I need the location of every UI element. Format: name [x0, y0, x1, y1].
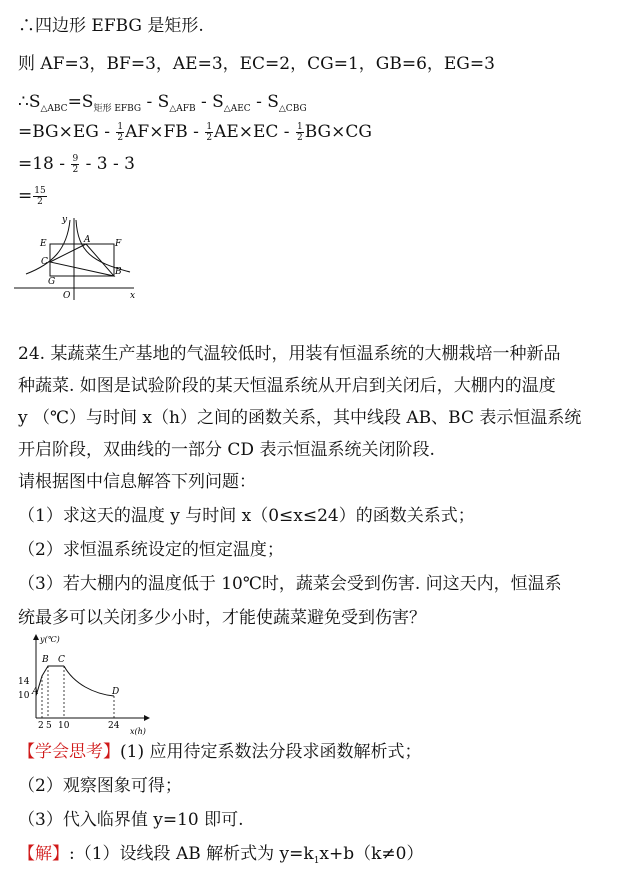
answer-tag: 【解】	[18, 844, 69, 864]
problem-line-9: 统最多可以关闭多少小时，才能使蔬菜避免受到伤害？	[18, 608, 426, 628]
curve-cd	[64, 666, 114, 696]
denominator: 2	[72, 165, 79, 175]
point-a: A	[32, 687, 39, 697]
solution-line-5	[18, 152, 135, 176]
subscript: △AEC	[223, 104, 251, 114]
answer-text: :（1）设线段 AB 解析式为 y=k	[69, 844, 314, 864]
subscript: △AFB	[169, 104, 196, 114]
text: - S	[141, 92, 170, 112]
x-axis-label: x(h)	[130, 727, 146, 736]
fraction	[33, 186, 46, 207]
denominator: 2	[37, 197, 43, 207]
hint-line-1	[18, 740, 421, 764]
problem-line-4: 开启阶段，双曲线的一部分 CD 表示恒温系统关闭阶段.	[18, 440, 435, 460]
fraction	[116, 122, 124, 143]
x-tick-5: 5	[46, 721, 52, 731]
point-d: D	[112, 687, 120, 697]
hint-tag: 【学会思考】	[18, 742, 120, 762]
y-axis-label: y(℃)	[40, 635, 60, 644]
fraction	[71, 154, 79, 175]
denominator: 2	[117, 133, 124, 143]
text: AF×FB -	[125, 122, 205, 142]
hint-text: (1) 应用待定系数法分段求函数解析式；	[120, 742, 422, 762]
text: =BG×EG -	[18, 122, 116, 142]
fraction	[296, 122, 304, 143]
x-tick-10: 10	[58, 721, 70, 731]
solution-line-6	[18, 184, 48, 208]
x-tick-24: 24	[108, 721, 120, 731]
text: - S	[195, 92, 224, 112]
text: BG×CG	[304, 122, 372, 142]
point-c: C	[58, 655, 65, 665]
label-e: E	[40, 239, 47, 249]
subscript: △CBG	[278, 104, 307, 114]
subscript: △ABC	[40, 104, 68, 114]
denominator: 2	[206, 133, 213, 143]
solution-line-3	[18, 90, 307, 121]
solution-line-1: ∴四边形 EFBG 是矩形.	[18, 16, 204, 36]
fraction	[205, 122, 213, 143]
subscript: 矩形 EFBG	[93, 104, 142, 114]
x-tick-2: 2	[38, 721, 44, 731]
denominator: 2	[296, 133, 303, 143]
label-g: G	[48, 277, 56, 287]
problem-line-5: 请根据图中信息解答下列问题：	[18, 472, 256, 492]
segment-ab-bc	[36, 666, 64, 696]
text: - S	[250, 92, 279, 112]
label-a: A	[84, 235, 91, 245]
hint-line-2: （2）观察图象可得；	[18, 776, 182, 796]
answer-line-1	[18, 842, 424, 873]
rectangle-efbg	[50, 244, 114, 276]
numerator: 9	[72, 154, 79, 164]
numerator: 1	[296, 122, 303, 132]
label-x: x	[130, 291, 136, 301]
y-arrow	[33, 634, 39, 640]
problem-line-2: 种蔬菜. 如图是试验阶段的某天恒温系统从开启到关闭后，大棚内的温度	[18, 376, 556, 396]
problem-line-1: 24. 某蔬菜生产基地的气温较低时，用装有恒温系统的大棚栽培一种新品	[18, 344, 561, 364]
label-o: O	[63, 291, 71, 301]
x-arrow	[144, 715, 150, 721]
label-c: C	[41, 257, 48, 267]
problem-line-3: y （℃）与时间 x（h）之间的函数关系，其中线段 AB、BC 表示恒温系统	[18, 408, 582, 428]
triangle-abc	[50, 244, 114, 276]
text: =18 -	[18, 154, 71, 174]
hyperbola-left	[26, 220, 70, 274]
label-y: y	[62, 215, 68, 225]
problem-line-6: （1）求这天的温度 y 与时间 x（0≤x≤24）的函数关系式；	[18, 506, 475, 526]
text: AE×EC -	[214, 122, 295, 142]
figure-rectangle-graph	[12, 212, 142, 302]
problem-line-8: （3）若大棚内的温度低于 10℃时，蔬菜会受到伤害. 问这天内，恒温系	[18, 574, 562, 594]
problem-line-7: （2）求恒温系统设定的恒定温度；	[18, 540, 284, 560]
numerator: 1	[117, 122, 124, 132]
y-tick-10: 10	[18, 691, 30, 701]
y-tick-14: 14	[18, 677, 30, 687]
text: =	[18, 186, 33, 206]
text: =S	[67, 92, 94, 112]
text: - 3 - 3	[80, 154, 135, 174]
label-b: B	[115, 267, 122, 277]
solution-line-2: 则 AF=3，BF=3，AE=3，EC=2，CG=1，GB=6，EG=3	[18, 54, 495, 74]
hyperbola-right	[76, 220, 130, 272]
subscript: 1	[313, 856, 320, 866]
label-f: F	[115, 239, 122, 249]
answer-text: x+b（k≠0）	[319, 844, 424, 864]
figure-temperature-graph	[14, 632, 154, 740]
solution-line-4	[18, 120, 372, 144]
numerator: 15	[34, 186, 46, 196]
text: ∴S	[18, 92, 41, 112]
numerator: 1	[206, 122, 213, 132]
hint-line-3: （3）代入临界值 y=10 即可.	[18, 810, 244, 830]
point-b: B	[42, 655, 49, 665]
